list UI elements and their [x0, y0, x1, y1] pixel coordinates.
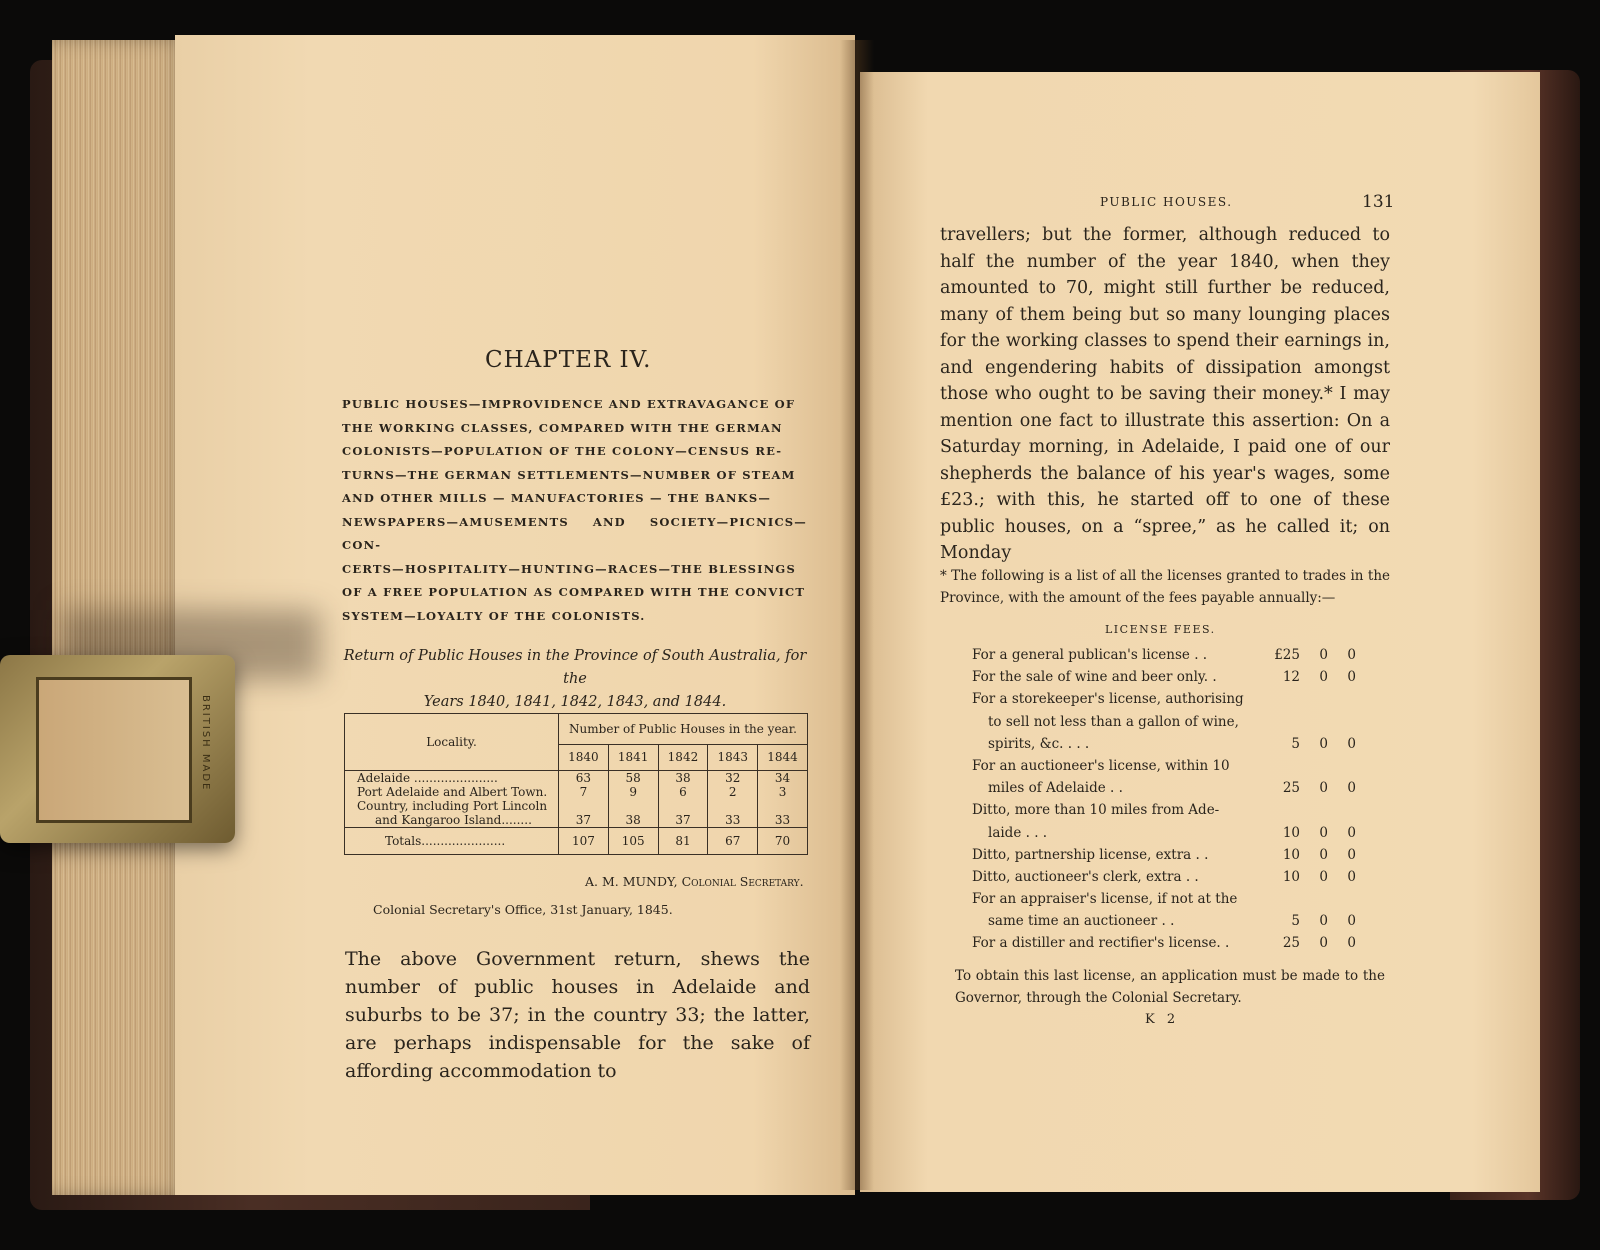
fee-row: [972, 932, 1372, 954]
value-cell: 38: [658, 771, 708, 786]
caption-years: Years 1840, 1841, 1842, 1843, and 1844.: [423, 694, 727, 710]
totals-label: Totals......................: [345, 828, 559, 855]
fee-pence: 0: [1347, 846, 1356, 863]
fee-amount: [1262, 666, 1372, 688]
fee-label: Ditto, partnership license, extra . .: [972, 846, 1209, 863]
locality-header: Locality.: [345, 714, 559, 771]
fee-label: For a distiller and rectifier's license. .: [972, 935, 1230, 952]
number-header: Number of Public Houses in the year.: [559, 714, 808, 745]
synopsis-line: TURNS—THE GERMAN SETTLEMENTS—NUMBER OF STEAM: [342, 467, 796, 482]
fee-shillings: 0: [1319, 913, 1328, 930]
fee-row: [972, 910, 1372, 932]
year-header: 1840: [559, 744, 609, 770]
fee-label: For the sale of wine and beer only. .: [972, 669, 1217, 686]
value-cell: 2: [708, 785, 758, 799]
year-header: 1843: [708, 744, 758, 770]
chapter-title: CHAPTER IV.: [485, 347, 652, 373]
fee-shillings: 0: [1319, 868, 1328, 885]
table-row: [345, 785, 808, 799]
value-cell: 33: [758, 813, 808, 828]
value-cell: 9: [608, 785, 658, 799]
fee-label: Ditto, auctioneer's clerk, extra . .: [972, 868, 1199, 885]
fee-pence: 0: [1347, 868, 1356, 885]
fee-row: [972, 888, 1372, 910]
caption-text: Return of Public Houses in the Province of South Australia, for the: [343, 648, 807, 687]
public-houses-table: [344, 713, 808, 855]
fee-label: For a storekeeper's license, authorising: [972, 691, 1244, 708]
value-cell: 7: [559, 785, 609, 799]
chapter-synopsis: [342, 393, 807, 628]
fee-row: [972, 688, 1372, 710]
value-cell: [658, 799, 708, 813]
fee-amount: [1262, 932, 1372, 954]
fee-shillings: 0: [1319, 735, 1328, 752]
total-cell: 67: [708, 828, 758, 855]
fee-pence: 0: [1347, 647, 1356, 663]
fee-pounds: 10: [1282, 868, 1300, 885]
value-cell: 33: [708, 813, 758, 828]
fee-row: [972, 644, 1372, 666]
fee-label: laide . . .: [988, 824, 1048, 841]
brass-bookmark: [0, 655, 235, 843]
fee-note: To obtain this last license, an application must be made to the Governor, through the Colonial Secretary.: [955, 968, 1385, 1006]
right-body-text: travellers; but the former, although reduced to half the number of the year 1840, when they amounted to 70, might still further be reduced, many of them being but so many lounging places for the working classes to spend their earnings in, and engendering habits of dissipation amongst those who ought to be saving their money.* I may mention one fact to illustrate this assertion: On a Saturday morning, in Adelaide, I paid one of our shepherds the balance of his year's wages, some £23.; with this, he started off to one of these public houses, on a “spree,” as he called it; on Monday: [940, 225, 1390, 563]
fee-pounds: 25: [1282, 780, 1300, 797]
fee-pence: 0: [1347, 669, 1356, 686]
fee-row: [972, 822, 1372, 844]
fee-pounds: 10: [1282, 824, 1300, 841]
totals-row: [345, 828, 808, 855]
value-cell: 32: [708, 771, 758, 786]
locality-cell: and Kangaroo Island........: [345, 813, 559, 828]
fee-pence: 0: [1347, 780, 1356, 797]
fee-pounds: 5: [1291, 735, 1300, 752]
table-row: [345, 813, 808, 828]
fee-label: For an appraiser's license, if not at the: [972, 891, 1238, 908]
value-cell: 37: [559, 813, 609, 828]
fee-pounds: 12: [1282, 669, 1300, 686]
fee-row: [972, 711, 1372, 733]
fee-amount: [1262, 910, 1372, 932]
fee-label: to sell not less than a gallon of wine,: [988, 713, 1239, 730]
value-cell: [758, 799, 808, 813]
locality-cell: Country, including Port Lincoln: [345, 799, 559, 813]
license-fees-list: [972, 644, 1372, 955]
value-cell: 38: [608, 813, 658, 828]
office-line: Colonial Secretary's Office, 31st January, 1845.: [373, 902, 673, 917]
fee-pounds: 25: [1282, 935, 1300, 952]
fee-row: [972, 777, 1372, 799]
synopsis-line: THE WORKING CLASSES, COMPARED WITH THE GERMAN: [342, 420, 783, 435]
total-cell: 105: [608, 828, 658, 855]
fee-pence: 0: [1347, 735, 1356, 752]
fee-row: [972, 733, 1372, 755]
fee-label: For an auctioneer's license, within 10: [972, 757, 1230, 774]
synopsis-line: CERTS—HOSPITALITY—HUNTING—RACES—THE BLESSINGS: [342, 561, 796, 576]
synopsis-line: OF A FREE POPULATION AS COMPARED WITH THE CONVICT: [342, 585, 806, 599]
value-cell: [608, 799, 658, 813]
fee-label: spirits, &c. . . .: [988, 735, 1090, 752]
synopsis-line: COLONISTS—POPULATION OF THE COLONY—CENSUS RE-: [342, 444, 783, 458]
table-row: [345, 799, 808, 813]
value-cell: 3: [758, 785, 808, 799]
synopsis-line: SYSTEM—LOYALTY OF THE COLONISTS.: [342, 608, 646, 623]
signature-mark: K 2: [1145, 1012, 1180, 1027]
value-cell: [708, 799, 758, 813]
fee-shillings: 0: [1319, 846, 1328, 863]
year-header: 1841: [608, 744, 658, 770]
fee-shillings: 0: [1319, 780, 1328, 797]
fee-pence: 0: [1347, 824, 1356, 841]
fee-pounds: 10: [1282, 846, 1300, 863]
fee-amount: [1262, 866, 1372, 888]
bookmark-window: [36, 677, 192, 823]
fee-amount: [1262, 844, 1372, 866]
fee-amount: [1262, 733, 1372, 755]
locality-cell: Adelaide ......................: [345, 771, 559, 786]
page-number: 131: [1362, 192, 1395, 212]
fee-label: For a general publican's license . .: [972, 647, 1208, 663]
fee-shillings: 0: [1319, 824, 1328, 841]
table-row: [345, 771, 808, 786]
running-head: PUBLIC HOUSES.: [1100, 195, 1233, 209]
fee-shillings: 0: [1319, 669, 1328, 686]
fee-amount: [1262, 644, 1372, 666]
fee-label: Ditto, more than 10 miles from Ade-: [972, 802, 1220, 819]
fee-row: [972, 866, 1372, 888]
value-cell: [559, 799, 609, 813]
total-cell: 81: [658, 828, 708, 855]
locality-cell: Port Adelaide and Albert Town.: [345, 785, 559, 799]
fee-shillings: 0: [1319, 935, 1328, 952]
value-cell: 34: [758, 771, 808, 786]
total-cell: 107: [559, 828, 609, 855]
year-header: 1844: [758, 744, 808, 770]
fee-pence: 0: [1347, 913, 1356, 930]
fee-row: [972, 844, 1372, 866]
value-cell: 63: [559, 771, 609, 786]
fee-shillings: 0: [1319, 647, 1328, 663]
fees-heading: LICENSE FEES.: [1105, 623, 1216, 636]
secretary-signature: A. M. MUNDY, Colonial Secretary.: [585, 874, 804, 889]
fee-amount: [1262, 777, 1372, 799]
total-cell: 70: [758, 828, 808, 855]
value-cell: 6: [658, 785, 708, 799]
synopsis-line: PUBLIC HOUSES—IMPROVIDENCE AND EXTRAVAGANCE OF: [342, 397, 796, 411]
table-caption: [340, 645, 810, 714]
year-header: 1842: [658, 744, 708, 770]
fee-row: [972, 799, 1372, 821]
fee-amount: [1262, 822, 1372, 844]
fee-row: [972, 755, 1372, 777]
fee-pence: 0: [1347, 935, 1356, 952]
fee-label: same time an auctioneer . .: [988, 913, 1175, 930]
book-gutter: [840, 40, 874, 1190]
synopsis-line: AND OTHER MILLS — MANUFACTORIES — THE BANKS—: [342, 491, 772, 505]
fee-label: miles of Adelaide . .: [988, 780, 1123, 797]
fee-pounds: £25: [1274, 647, 1300, 663]
bookmark-text: BRITISH MADE: [200, 695, 211, 792]
value-cell: 37: [658, 813, 708, 828]
value-cell: 58: [608, 771, 658, 786]
synopsis-line: NEWSPAPERS—AMUSEMENTS AND SOCIETY—PICNICS—CON-: [342, 514, 807, 552]
fee-row: [972, 666, 1372, 688]
fee-pounds: 5: [1291, 913, 1300, 930]
left-body-text: The above Government return, shews the number of public houses in Adelaide and suburbs to be 37; in the country 33; the latter, are perhaps indispensable for the sake of affording accommodation to: [345, 948, 810, 1082]
footnote: * The following is a list of all the licenses granted to trades in the Province, with the amount of the fees payable annually:—: [940, 568, 1390, 606]
